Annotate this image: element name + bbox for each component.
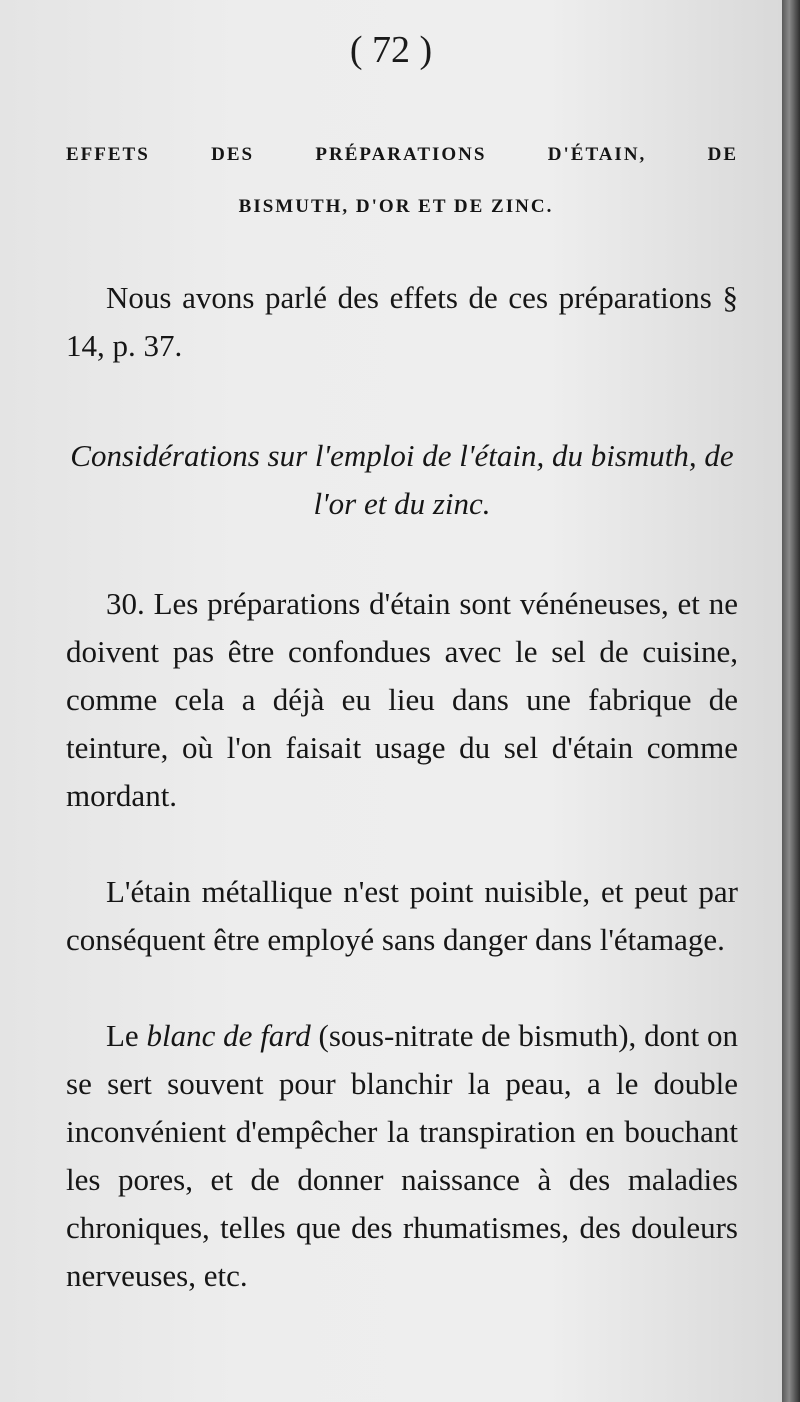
page-edge-shadow [782,0,800,1402]
fard-rest: (sous-nitrate de bismuth), dont on se sert souvent pour blanchir la peau, a le double inconvénient d'empêcher la transpiration en bouchant les pores, et de donner naissance à des maladies chroniques, telles que des rhumatismes, des douleurs nerveuses, etc. [66,1018,738,1293]
fard-term: blanc de fard [146,1018,311,1053]
subsection-caption: Considérations sur l'emploi de l'étain, du bismuth, de l'or et du zinc. [70,438,734,521]
section-heading-line-2: BISMUTH, D'OR ET DE ZINC. [238,196,554,217]
fard-prefix: Le [106,1018,147,1053]
section-heading-line-1: EFFETS DES PRÉPARATIONS D'ÉTAIN, DE [66,144,738,165]
blanc-de-fard-paragraph [66,1012,738,1300]
page-number: ( 72 ) [349,29,433,71]
paragraph-30: 30. Les préparations d'étain sont vénéneuses, et ne doivent pas être confondues avec le sel de cuisine, comme cela a déjà eu lieu dans une fabrique de teinture, où l'on faisait usage du sel d'étain comme mordant. [66,586,738,813]
metal-tin-paragraph: L'étain métallique n'est point nuisible, et peut par conséquent être employé sans danger dans l'étamage. [66,874,738,957]
intro-paragraph: Nous avons parlé des effets de ces préparations § 14, p. 37. [66,280,738,363]
